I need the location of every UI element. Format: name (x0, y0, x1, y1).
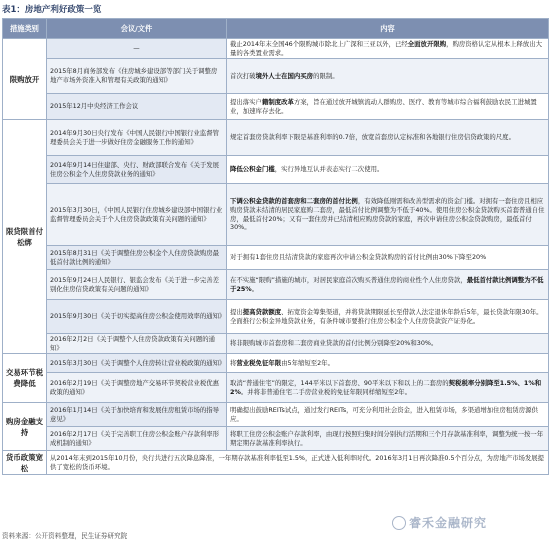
content-cell: 降低公积金门槛，实行异地互认并表态实行二次使用。 (227, 156, 549, 184)
table-header-row (3, 19, 549, 39)
content-cell: 首次打破境外人士在国内买房的限制。 (227, 59, 549, 94)
category-cell: 限购放开 (3, 39, 47, 120)
content-cell: 提出提高贷款额度、拓宽资金筹集渠道，并将贷款期限延长至借款人法定退休年龄后5年，最长贷款年限30年。全面推行公积金异地贷款业务，有条件城市要推行住房公积金个人住房贷款资产证券化。 (227, 300, 549, 334)
doc-cell: 2015年8月31日《关于调整住房公积金个人住房贷款购房最低首付款比例的通知》 (47, 246, 227, 270)
doc-cell: — (47, 39, 227, 59)
table-row (3, 120, 549, 156)
content-cell: 取消“普通住宅”的限定，144平米以下首套房、90平米以下和以上的二套房的契税税率分别降至1.5%、1%和2%。并将非普通住宅二手房营业税的免征年限同样缩短至2年。 (227, 373, 549, 403)
content-cell: 提出落实户籍制度改革方案，旨在通过放开城镇流动人群购房、医疗、教育等城市综合福利鼓励农民工进城置业，加速库存去化。 (227, 94, 549, 120)
table-row (3, 403, 549, 427)
doc-cell: 2016年1月14日《关于加快培育和发展住房租赁市场的指导意见》 (47, 403, 227, 427)
wechat-logo-icon (392, 516, 406, 530)
table-row (3, 427, 549, 451)
table-row (3, 334, 549, 354)
doc-cell: 2015年3月30日，《中国人民银行住房城乡建设部中国银行业监督管理委员会关于个人住房贷款政策有关问题的通知》 (47, 184, 227, 246)
content-cell: 将非限购城市首套房和二套房商业贷款的首付比例分别降至20%和30%。 (227, 334, 549, 354)
content-cell: 在不实施“限购”措施的城市，对居民家庭首次购买普通住房的商业性个人住房贷款，最低首付款比例调整为不低于25%。 (227, 270, 549, 300)
content-cell: 规定首套房贷款利率下限是基准利率的0.7倍，放宽首套房认定标准和各地银行住房信贷政策的尺度。 (227, 120, 549, 156)
table-row (3, 354, 549, 373)
category-cell: 交易环节税费降低 (3, 354, 47, 403)
source-note: 资料来源：公开资料整理，民生证券研究院 (2, 532, 128, 540)
header-document: 会议/文件 (47, 19, 227, 39)
category-cell: 购房金融支持 (3, 403, 47, 451)
content-cell: 对于拥有1套住房且结清贷款的家庭再次申请公积金贷款购房的首付比例由30%下降至20% (227, 246, 549, 270)
table-row (3, 184, 549, 246)
table-row (3, 300, 549, 334)
table-row (3, 39, 549, 59)
header-category: 措施类别 (3, 19, 47, 39)
table-row (3, 94, 549, 120)
content-cell: 将营业税免征年限由5年缩短至2年。 (227, 354, 549, 373)
table-row (3, 156, 549, 184)
category-cell: 货币政策宽松 (3, 451, 47, 475)
doc-cell: 2016年2月17日《关于完善职工住房公积金账户存款利率形成机制的通知》 (47, 427, 227, 451)
policy-table (2, 18, 549, 475)
doc-cell: 2016年2月19日《关于调整房地产交易环节契税营业税优惠政策的通知》 (47, 373, 227, 403)
doc-cell: 2015年9月24日人民银行、银监会发布《关于进一步完善差别化住房信贷政策有关问题的通知》 (47, 270, 227, 300)
content-cell: 下调公积金贷款的首套房和二套房的首付比例，有效降低刚需和改善型需求的资金门槛。对拥有一套住房且相应购房贷款未结清的居民家庭购二套房，最低首付比例调整为不低于40%。使用住房公积金贷款购买首套普通自住房，最低首付20%；又有一套住房并已结清相应购房贷款的家庭，再次申请住房公积金贷款购房，最低首付30%。 (227, 184, 549, 246)
watermark: 睿禾金融研究 (392, 514, 487, 531)
category-cell: 限贷限首付松绑 (3, 120, 47, 354)
header-content: 内容 (227, 19, 549, 39)
content-cell: 从2014年末到2015年10月份，央行共进行五次降息降准，一年期存款基准利率低至1.5%，正式进入低利率时代。2016年3月1日再次降准0.5个百分点，为房地产市场发展提供了宽松的货币环境。 (47, 451, 549, 475)
content-cell: 将职工住房公积金账户存款利率，由现行按照归集时间分别执行活期和三个月存款基准利率，调整为统一按一年期定期存款基准利率执行。 (227, 427, 549, 451)
content-cell: 明确提出鼓励REITs试点，通过发行REITs，可充分利用社会资金，进入租赁市场，多渠道增加住房租赁房源供应。 (227, 403, 549, 427)
content-cell: 截止2014年末全国46个限购城市除北上广深和三亚以外，已经全面放开限购，购房资格认定从根本上释放出大量的各类置业需求。 (227, 39, 549, 59)
table-row (3, 246, 549, 270)
table-row (3, 270, 549, 300)
doc-cell: 2014年9月14日住建部、央行、财政部联合发布《关于发展住房公积金个人住房贷款业务的通知》 (47, 156, 227, 184)
doc-cell: 2016年2月2日《关于调整个人住房贷款政策有关问题的通知》 (47, 334, 227, 354)
table-row (3, 373, 549, 403)
table-row (3, 451, 549, 475)
doc-cell: 2015年3月30日《关于调整个人住房转让营业税政策的通知》 (47, 354, 227, 373)
doc-cell: 2015年12月中央经济工作会议 (47, 94, 227, 120)
doc-cell: 2015年9月30日《关于切实提高住房公积金使用效率的通知》 (47, 300, 227, 334)
table-row (3, 59, 549, 94)
doc-cell: 2014年9月30日央行发布《中国人民银行中国银行业监督管理委员会关于进一步做好住房金融服务工作的通知》 (47, 120, 227, 156)
table-title: 表1：房地产利好政策一览 (2, 5, 102, 15)
doc-cell: 2015年8月商务部发布《住房城乡建设部等部门关于调整房地产市场外资准入和管理有关政策的通知》 (47, 59, 227, 94)
